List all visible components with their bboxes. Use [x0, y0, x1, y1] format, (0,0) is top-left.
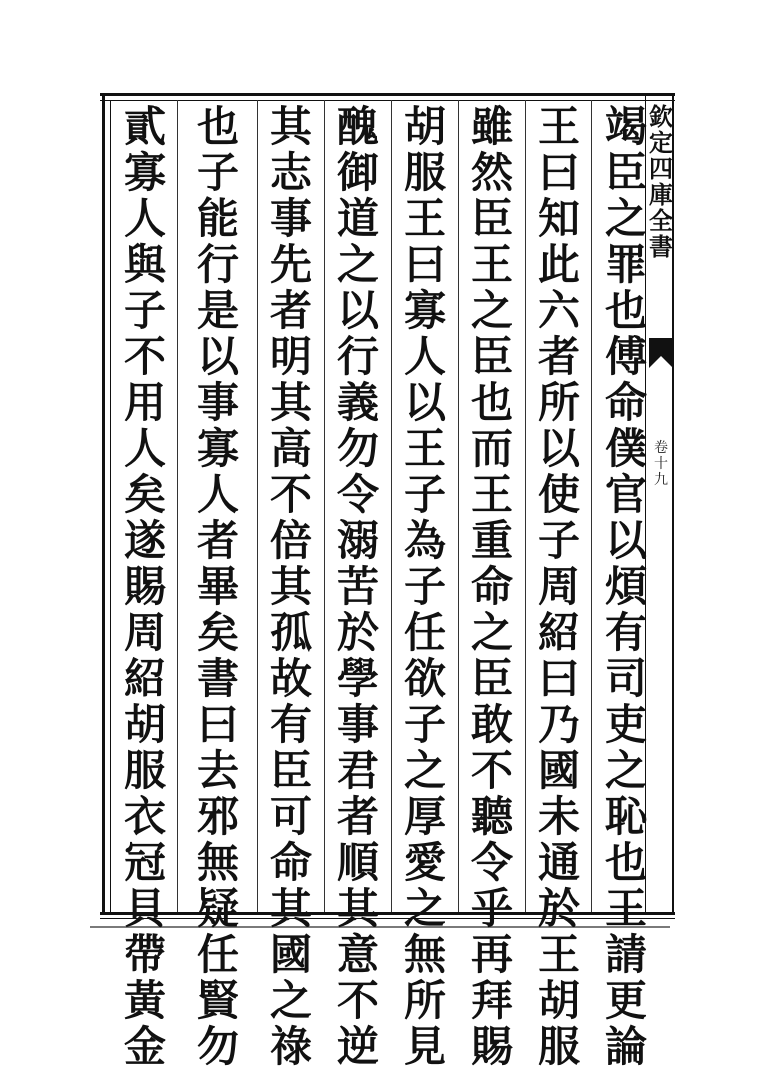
- column-char: 紹: [123, 654, 166, 703]
- column-char: 事: [196, 378, 239, 427]
- column-char: 任: [403, 608, 446, 657]
- column-separator: [324, 100, 325, 912]
- column-char: 畢: [196, 562, 239, 611]
- text-column-8: [116, 102, 174, 1071]
- column-char: 此: [537, 240, 580, 289]
- column-char: 之: [403, 884, 446, 933]
- column-char: 聽: [470, 792, 513, 841]
- text-column-6: [262, 102, 320, 1071]
- column-char: 吏: [604, 700, 647, 749]
- column-char: 帶: [123, 930, 166, 979]
- column-char: 矣: [196, 608, 239, 657]
- header-char: 定: [649, 128, 673, 157]
- column-char: 人: [123, 424, 166, 473]
- column-char: 拜: [470, 976, 513, 1025]
- column-char: 紹: [537, 608, 580, 657]
- column-char: 以: [403, 378, 446, 427]
- column-char: 不: [269, 470, 312, 519]
- column-char: 雖: [470, 102, 513, 151]
- column-char: 胡: [123, 700, 166, 749]
- column-char: 貳: [123, 102, 166, 151]
- column-separator: [391, 100, 392, 912]
- column-char: 服: [537, 1022, 580, 1071]
- column-char: 者: [336, 792, 379, 841]
- column-char: 子: [537, 516, 580, 565]
- column-char: 無: [196, 838, 239, 887]
- column-char: 乎: [470, 884, 513, 933]
- column-char: 曰: [196, 700, 239, 749]
- column-char: 子: [403, 562, 446, 611]
- column-char: 賜: [123, 562, 166, 611]
- frame-border-top: [100, 93, 675, 96]
- column-char: 官: [604, 470, 647, 519]
- header-char: 書: [649, 232, 673, 261]
- column-char: 之: [470, 608, 513, 657]
- column-char: 臣: [269, 746, 312, 795]
- column-char: 王: [403, 424, 446, 473]
- column-char: 然: [470, 148, 513, 197]
- column-char: 子: [196, 148, 239, 197]
- frame-border-left: [102, 96, 105, 914]
- header-char: 四: [649, 154, 673, 183]
- text-column-1: [597, 102, 655, 1071]
- column-char: 六: [537, 286, 580, 335]
- column-char: 命: [604, 378, 647, 427]
- column-char: 使: [537, 470, 580, 519]
- column-char: 御: [336, 148, 379, 197]
- column-char: 其: [269, 102, 312, 151]
- column-char: 之: [403, 746, 446, 795]
- column-char: 君: [336, 746, 379, 795]
- header-char: 全: [649, 206, 673, 235]
- column-char: 衣: [123, 792, 166, 841]
- column-char: 以: [604, 516, 647, 565]
- column-char: 王: [604, 884, 647, 933]
- column-char: 通: [537, 838, 580, 887]
- column-char: 更: [604, 976, 647, 1025]
- column-char: 傅: [604, 332, 647, 381]
- column-char: 服: [123, 746, 166, 795]
- column-char: 周: [123, 608, 166, 657]
- column-char: 醜: [336, 102, 379, 151]
- frame-border-bottom-inner: [100, 918, 675, 919]
- text-column-2: [530, 102, 588, 1071]
- column-char: 任: [196, 930, 239, 979]
- column-char: 苦: [336, 562, 379, 611]
- column-char: 也: [604, 838, 647, 887]
- column-char: 高: [269, 424, 312, 473]
- column-char: 勿: [196, 1022, 239, 1071]
- column-char: 人: [403, 332, 446, 381]
- column-char: 周: [537, 562, 580, 611]
- column-char: 人: [123, 194, 166, 243]
- column-char: 胡: [403, 102, 446, 151]
- column-char: 請: [604, 930, 647, 979]
- column-char: 司: [604, 654, 647, 703]
- column-char: 其: [336, 884, 379, 933]
- column-char: 溺: [336, 516, 379, 565]
- column-char: 曰: [537, 148, 580, 197]
- column-char: 令: [336, 470, 379, 519]
- column-char: 逆: [336, 1022, 379, 1071]
- column-char: 而: [470, 424, 513, 473]
- column-char: 重: [470, 516, 513, 565]
- column-char: 令: [470, 838, 513, 887]
- column-char: 於: [537, 884, 580, 933]
- header-char: 庫: [649, 180, 673, 209]
- column-char: 賜: [470, 1022, 513, 1071]
- column-char: 敢: [470, 700, 513, 749]
- column-char: 之: [269, 976, 312, 1025]
- column-char: 其: [269, 562, 312, 611]
- column-char: 其: [269, 378, 312, 427]
- column-char: 之: [604, 746, 647, 795]
- column-char: 子: [403, 700, 446, 749]
- column-char: 貝: [123, 884, 166, 933]
- column-char: 之: [604, 194, 647, 243]
- column-char: 寡: [123, 148, 166, 197]
- column-char: 恥: [604, 792, 647, 841]
- column-char: 寡: [196, 424, 239, 473]
- column-char: 者: [537, 332, 580, 381]
- column-char: 知: [537, 194, 580, 243]
- column-char: 見: [403, 1022, 446, 1071]
- column-char: 胡: [537, 976, 580, 1025]
- column-char: 者: [196, 516, 239, 565]
- column-char: 意: [336, 930, 379, 979]
- column-char: 所: [537, 378, 580, 427]
- column-char: 臣: [470, 332, 513, 381]
- column-char: 志: [269, 148, 312, 197]
- column-char: 也: [604, 286, 647, 335]
- column-char: 金: [123, 1022, 166, 1071]
- column-char: 僕: [604, 424, 647, 473]
- column-char: 之: [336, 240, 379, 289]
- column-char: 以: [336, 286, 379, 335]
- text-column-4: [396, 102, 454, 1071]
- column-char: 寡: [403, 286, 446, 335]
- column-char: 以: [537, 424, 580, 473]
- column-char: 王: [537, 930, 580, 979]
- column-char: 不: [470, 746, 513, 795]
- column-char: 行: [196, 240, 239, 289]
- column-char: 臣: [470, 194, 513, 243]
- column-separator: [177, 100, 178, 912]
- column-char: 服: [403, 148, 446, 197]
- column-char: 學: [336, 654, 379, 703]
- column-char: 曰: [403, 240, 446, 289]
- column-char: 罪: [604, 240, 647, 289]
- column-char: 故: [269, 654, 312, 703]
- column-char: 再: [470, 930, 513, 979]
- column-char: 明: [269, 332, 312, 381]
- text-column-5: [329, 102, 387, 1071]
- column-char: 有: [604, 608, 647, 657]
- column-char: 王: [470, 240, 513, 289]
- text-column-7: [189, 102, 247, 1071]
- column-char: 厚: [403, 792, 446, 841]
- column-char: 孤: [269, 608, 312, 657]
- column-char: 竭: [604, 102, 647, 151]
- column-char: 王: [470, 470, 513, 519]
- column-char: 國: [537, 746, 580, 795]
- column-char: 論: [604, 1022, 647, 1071]
- column-separator: [525, 100, 526, 912]
- column-char: 祿: [269, 1022, 312, 1071]
- column-char: 疑: [196, 884, 239, 933]
- column-char: 命: [470, 562, 513, 611]
- column-separator: [458, 100, 459, 912]
- column-char: 倍: [269, 516, 312, 565]
- column-char: 無: [403, 930, 446, 979]
- column-char: 為: [403, 516, 446, 565]
- column-char: 有: [269, 700, 312, 749]
- frame-border-left-inner: [110, 100, 111, 912]
- column-char: 其: [269, 884, 312, 933]
- juan-char: 十: [654, 456, 668, 472]
- column-char: 義: [336, 378, 379, 427]
- juan-char: 卷: [654, 440, 668, 456]
- column-char: 賢: [196, 976, 239, 1025]
- column-char: 不: [336, 976, 379, 1025]
- column-char: 順: [336, 838, 379, 887]
- column-char: 可: [269, 792, 312, 841]
- column-char: 邪: [196, 792, 239, 841]
- column-char: 能: [196, 194, 239, 243]
- column-char: 臣: [470, 654, 513, 703]
- juan-char: 九: [654, 472, 668, 488]
- column-char: 王: [403, 194, 446, 243]
- column-char: 以: [196, 332, 239, 381]
- column-char: 用: [123, 378, 166, 427]
- column-char: 冠: [123, 838, 166, 887]
- column-char: 矣: [123, 470, 166, 519]
- column-char: 愛: [403, 838, 446, 887]
- column-separator: [257, 100, 258, 912]
- column-char: 是: [196, 286, 239, 335]
- column-char: 王: [537, 102, 580, 151]
- column-char: 子: [403, 470, 446, 519]
- column-char: 與: [123, 240, 166, 289]
- column-char: 國: [269, 930, 312, 979]
- column-char: 也: [470, 378, 513, 427]
- column-char: 於: [336, 608, 379, 657]
- frame-border-bottom: [100, 912, 675, 915]
- frame-border-top-inner: [100, 100, 675, 101]
- column-separator: [591, 100, 592, 912]
- column-char: 行: [336, 332, 379, 381]
- text-column-3: [463, 102, 521, 1071]
- column-char: 者: [269, 286, 312, 335]
- column-char: 乃: [537, 700, 580, 749]
- column-char: 勿: [336, 424, 379, 473]
- column-char: 曰: [537, 654, 580, 703]
- column-char: 書: [196, 654, 239, 703]
- column-char: 命: [269, 838, 312, 887]
- column-char: 道: [336, 194, 379, 243]
- column-char: 遂: [123, 516, 166, 565]
- column-char: 所: [403, 976, 446, 1025]
- header-char: 欽: [649, 102, 673, 131]
- column-char: 黃: [123, 976, 166, 1025]
- column-char: 先: [269, 240, 312, 289]
- column-char: 未: [537, 792, 580, 841]
- column-char: 子: [123, 286, 166, 335]
- column-char: 之: [470, 286, 513, 335]
- column-char: 臣: [604, 148, 647, 197]
- column-char: 事: [336, 700, 379, 749]
- column-char: 去: [196, 746, 239, 795]
- column-char: 事: [269, 194, 312, 243]
- column-char: 不: [123, 332, 166, 381]
- column-char: 欲: [403, 654, 446, 703]
- column-char: 煩: [604, 562, 647, 611]
- column-char: 也: [196, 102, 239, 151]
- column-char: 人: [196, 470, 239, 519]
